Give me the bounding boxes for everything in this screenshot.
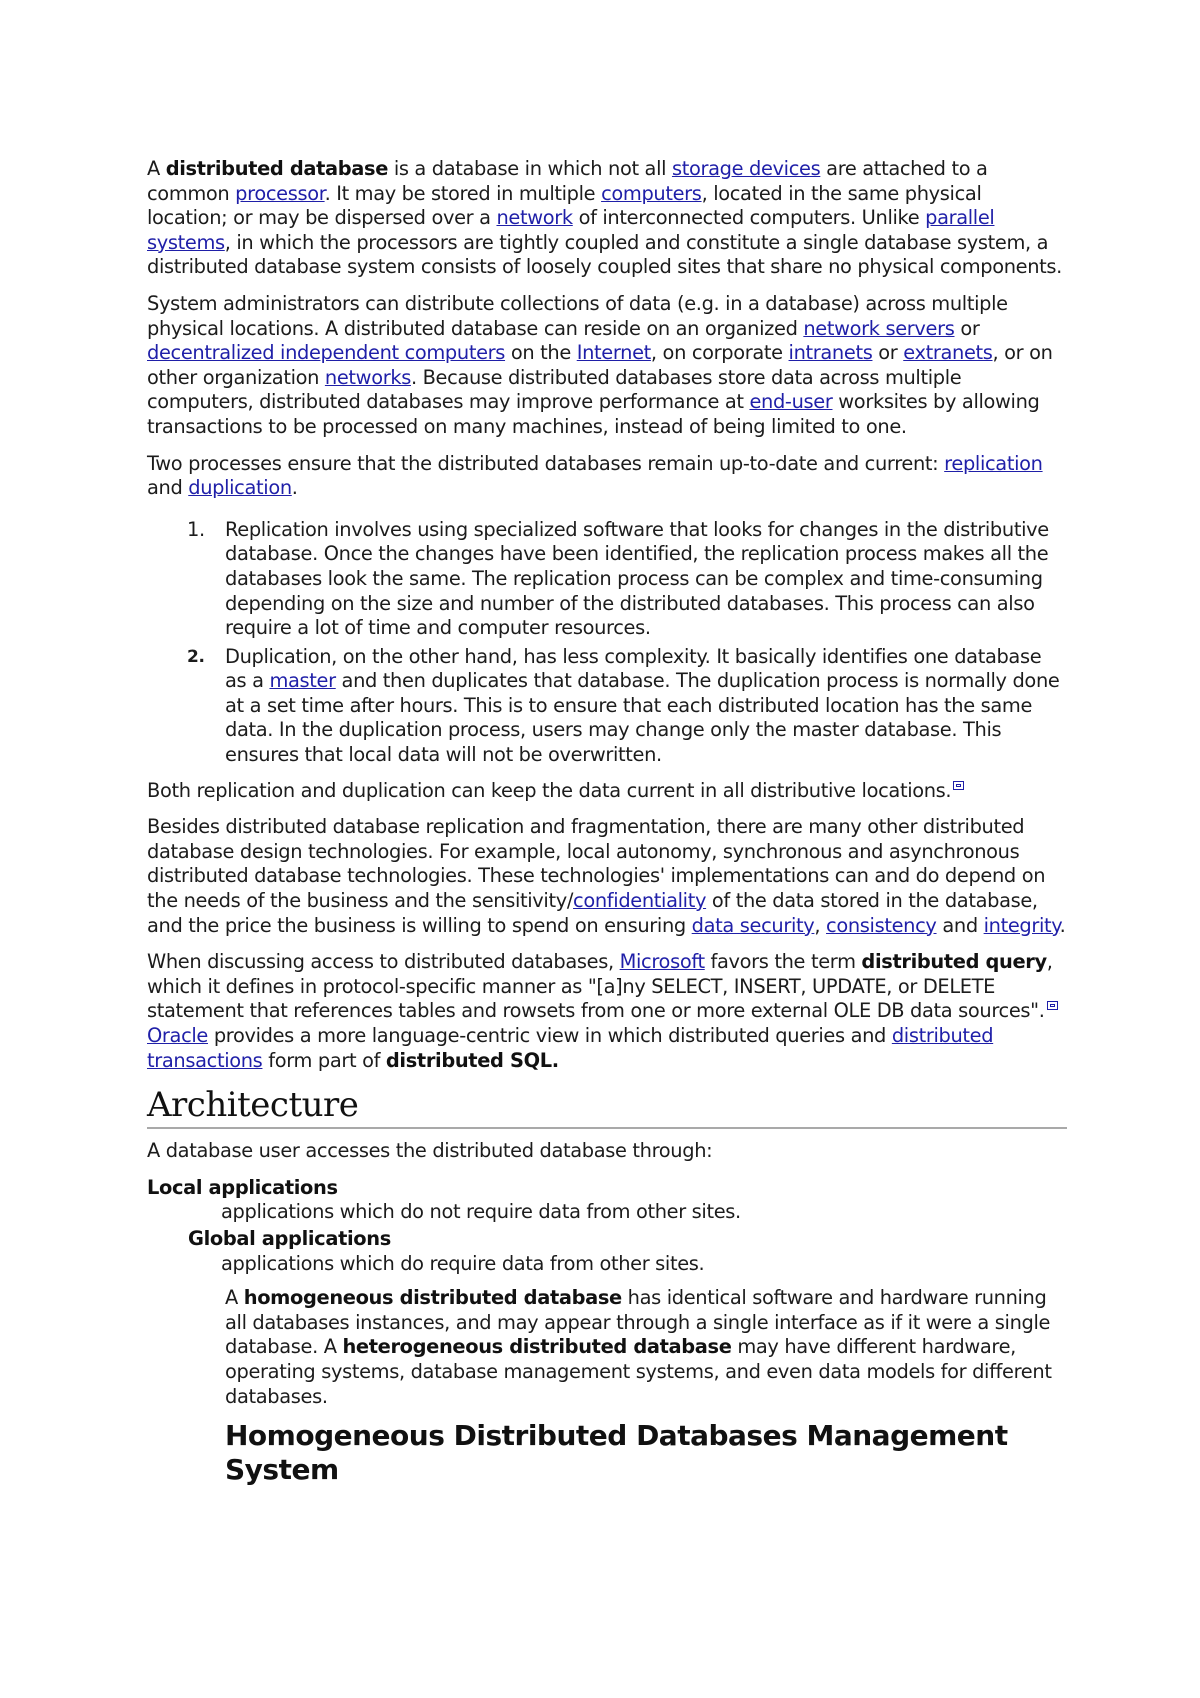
term-global-applications: Global applications — [188, 1226, 391, 1250]
link-end-user[interactable]: end-user — [749, 390, 833, 414]
term-homogeneous: homogeneous distributed database — [243, 1286, 622, 1310]
link-extranets[interactable]: extranets — [903, 341, 993, 365]
document-page — [147, 157, 1067, 1487]
technologies-paragraph: Besides distributed database replication and fragmentation, there are many other distributed database design technologies. For example, local autonomy, synchronous and asynchronous distributed database technologies. These technologies' implementations can and do depend on the needs of the business and the sensitivity/confidentiality of the data stored in the database, and the price the business is willing to spend on ensuring data security, consistency and integrity. — [147, 815, 1066, 937]
link-networks[interactable]: networks — [324, 365, 411, 389]
application-definitions — [147, 1176, 1067, 1276]
def-local-applications: applications which do not require data from other sites. — [221, 1200, 741, 1224]
link-storage-devices[interactable]: storage devices — [671, 157, 821, 180]
admin-paragraph: System administrators can distribute collections of data (e.g. in a database) across multiple physical locations. A distributed database can reside on an organized network servers or decentralized independent computers on the Internet, on corporate intranets or extranets, or on other organization networks. Because distributed databases store data across multiple computers, distributed databases may improve performance at end-user worksites by allowing transactions to be processed on many machines, instead of being limited to one. — [147, 291, 1053, 438]
term-distributed-query: distributed query — [861, 950, 1047, 974]
citation-icon[interactable] — [953, 781, 964, 790]
link-oracle[interactable]: Oracle — [147, 1024, 208, 1047]
link-processor[interactable]: processor — [235, 181, 325, 205]
link-data-security[interactable]: data security — [691, 913, 815, 937]
link-computers[interactable]: computers — [601, 181, 702, 205]
process-list — [147, 518, 1067, 768]
list-number: 2. — [187, 646, 205, 667]
query-paragraph: When discussing access to distributed databases, Microsoft favors the term distributed query, which it defines in protocol-specific manner as "[a]ny SELECT, INSERT, UPDATE, or DELETE statement that references tables and rowsets from one or more external OLE DB data sources". Oracle provides a more language-centric view in which distributed queries and distributed transactions form part of distributed SQL. — [147, 950, 1067, 1073]
link-internet[interactable]: Internet — [576, 341, 651, 365]
link-microsoft[interactable]: Microsoft — [619, 950, 705, 974]
homogeneous-paragraph: A homogeneous distributed database has identical software and hardware running all databases instances, and may appear through a single interface as if it were a single database. A heterogeneous distributed database may have different hardware, operating systems, database management systems, and even data models for different databases. — [225, 1286, 1052, 1408]
homogeneous-heading: Homogeneous Distributed Databases Management System — [225, 1419, 1008, 1487]
link-decentralized-computers[interactable]: decentralized independent computers — [147, 341, 506, 365]
link-consistency[interactable]: consistency — [826, 913, 937, 937]
citation-icon[interactable] — [1047, 1001, 1058, 1010]
link-parallel-systems[interactable]: parallel systems — [147, 206, 995, 254]
link-distributed-transactions[interactable]: distributed transactions — [147, 1024, 994, 1072]
link-integrity[interactable]: integrity — [983, 913, 1060, 937]
architecture-heading: Architecture — [147, 1085, 1067, 1129]
term-heterogeneous: heterogeneous distributed database — [342, 1335, 732, 1359]
term-distributed-sql: distributed SQL. — [385, 1048, 559, 1072]
link-intranets[interactable]: intranets — [788, 341, 873, 365]
summary-paragraph: Both replication and duplication can keep the data current in all distributive locations. — [147, 779, 1067, 804]
link-network-servers[interactable]: network servers — [803, 316, 955, 340]
link-network[interactable]: network — [496, 206, 573, 230]
list-number: 1. — [187, 517, 205, 541]
architecture-intro: A database user accesses the distributed database through: — [147, 1139, 713, 1163]
link-duplication[interactable]: duplication — [188, 476, 292, 500]
list-item: 1. Replication involves using specialized software that looks for changes in the distributive database. Once the changes have been identified, the replication process makes all the databases look the same. The replication process can be complex and time-consuming depending on the size and number of the distributed databases. This process can also require a lot of time and computer resources. — [187, 517, 1049, 640]
processes-paragraph: Two processes ensure that the distributed databases remain up-to-date and current: replication and duplication. — [147, 451, 1043, 500]
link-confidentiality[interactable]: confidentiality — [573, 889, 707, 913]
def-global-applications: applications which do require data from other sites. — [221, 1251, 705, 1275]
list-item: 2. Duplication, on the other hand, has less complexity. It basically identifies one database as a master and then duplicates that database. The duplication process is normally done at a set time after hours. This is to ensure that each distributed location has the same data. In the duplication process, users may change only the master database. This ensures that local data will not be overwritten. — [187, 644, 1060, 767]
link-replication[interactable]: replication — [944, 451, 1043, 475]
term-local-applications: Local applications — [147, 1175, 338, 1199]
term-distributed-database: distributed database — [165, 157, 388, 180]
link-master[interactable]: master — [269, 669, 336, 693]
intro-paragraph: A distributed database is a database in which not all storage devices are attached to a common processor. It may be stored in multiple computers, located in the same physical location; or may be dispersed over a network of interconnected computers. Unlike parallel systems, in which the processors are tightly coupled and constitute a single database system, a distributed database system consists of loosely coupled sites that share no physical components. — [147, 157, 1062, 279]
